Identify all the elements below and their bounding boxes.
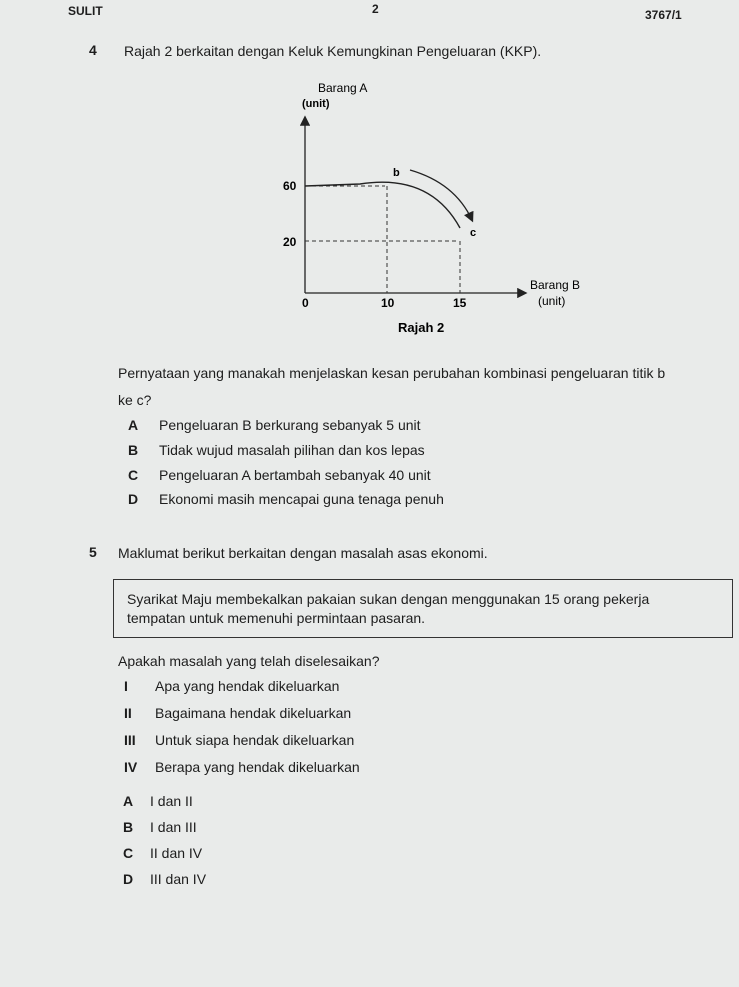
point-b-label: b (393, 167, 400, 179)
option-text: II dan IV (150, 845, 203, 861)
option-letter: D (123, 871, 134, 887)
y-tick-60: 60 (283, 179, 297, 193)
question-number-5: 5 (89, 544, 97, 560)
question-number-4: 4 (89, 42, 97, 58)
question-5-prompt: Apakah masalah yang telah diselesaikan? (118, 653, 380, 669)
q5-option-b[interactable] (123, 818, 197, 837)
option-text: I dan II (150, 793, 193, 809)
info-box (113, 579, 733, 638)
header-sulit: SULIT (68, 4, 103, 18)
option-letter: B (123, 819, 134, 835)
point-c-label: c (470, 227, 477, 239)
q4-option-a[interactable] (128, 416, 421, 435)
roman-numeral: IV (124, 759, 138, 775)
y-axis-title-line1: Barang A (318, 81, 368, 95)
statement-iv (124, 758, 360, 777)
roman-numeral: II (124, 705, 132, 721)
option-text: Pengeluaran A bertambah sebanyak 40 unit (159, 467, 431, 483)
question-4-line2: ke c? (118, 392, 152, 408)
x-tick-15: 15 (453, 296, 467, 310)
q4-option-d[interactable] (128, 490, 444, 509)
y-axis-title-line2: (unit) (302, 98, 330, 110)
ppc-figure (250, 78, 630, 343)
statement-text: Bagaimana hendak dikeluarkan (155, 705, 352, 721)
info-box-line1: Syarikat Maju membekalkan pakaian sukan dengan menggunakan 15 orang pekerja (127, 591, 650, 607)
q4-option-b[interactable] (128, 441, 425, 460)
option-letter: C (123, 845, 134, 861)
x-axis-title-line2: (unit) (538, 294, 566, 308)
option-text: Ekonomi masih mencapai guna tenaga penuh (159, 491, 444, 507)
option-letter: B (128, 442, 139, 458)
q5-option-c[interactable] (123, 844, 202, 863)
paper-code: 3767/1 (645, 8, 682, 22)
option-letter: D (128, 491, 139, 507)
statement-text: Apa yang hendak dikeluarkan (155, 678, 340, 694)
question-4-line1: Pernyataan yang manakah menjelaskan kesan perubahan kombinasi pengeluaran titik b (118, 365, 666, 381)
statement-text: Untuk siapa hendak dikeluarkan (155, 732, 355, 748)
question-4-stem: Rajah 2 berkaitan dengan Keluk Kemungkinan Pengeluaran (KKP). (124, 43, 542, 59)
q5-option-a[interactable] (123, 792, 193, 811)
option-text: III dan IV (150, 871, 207, 887)
option-text: Tidak wujud masalah pilihan dan kos lepas (159, 442, 425, 458)
y-tick-20: 20 (283, 235, 297, 249)
roman-numeral: III (124, 732, 136, 748)
x-tick-10: 10 (381, 296, 395, 310)
info-box-line2: tempatan untuk memenuhi permintaan pasaran. (127, 610, 426, 626)
statement-ii (124, 704, 351, 723)
x-tick-0: 0 (302, 296, 309, 310)
movement-arrow (410, 170, 472, 220)
option-letter: A (123, 793, 134, 809)
x-axis-title-line1: Barang B (530, 278, 581, 292)
option-text: I dan III (150, 819, 197, 835)
statement-text: Berapa yang hendak dikeluarkan (155, 759, 360, 775)
statement-iii (124, 731, 354, 750)
option-letter: C (128, 467, 139, 483)
question-5-stem: Maklumat berikut berkaitan dengan masalah asas ekonomi. (118, 545, 488, 561)
option-letter: A (128, 417, 139, 433)
ppc-curve (305, 182, 460, 228)
roman-numeral: I (124, 678, 128, 694)
statement-i (124, 677, 339, 696)
page-number: 2 (372, 2, 379, 16)
q4-option-c[interactable] (128, 466, 431, 485)
figure-caption: Rajah 2 (398, 320, 445, 335)
q5-option-d[interactable] (123, 870, 206, 889)
option-text: Pengeluaran B berkurang sebanyak 5 unit (159, 417, 421, 433)
